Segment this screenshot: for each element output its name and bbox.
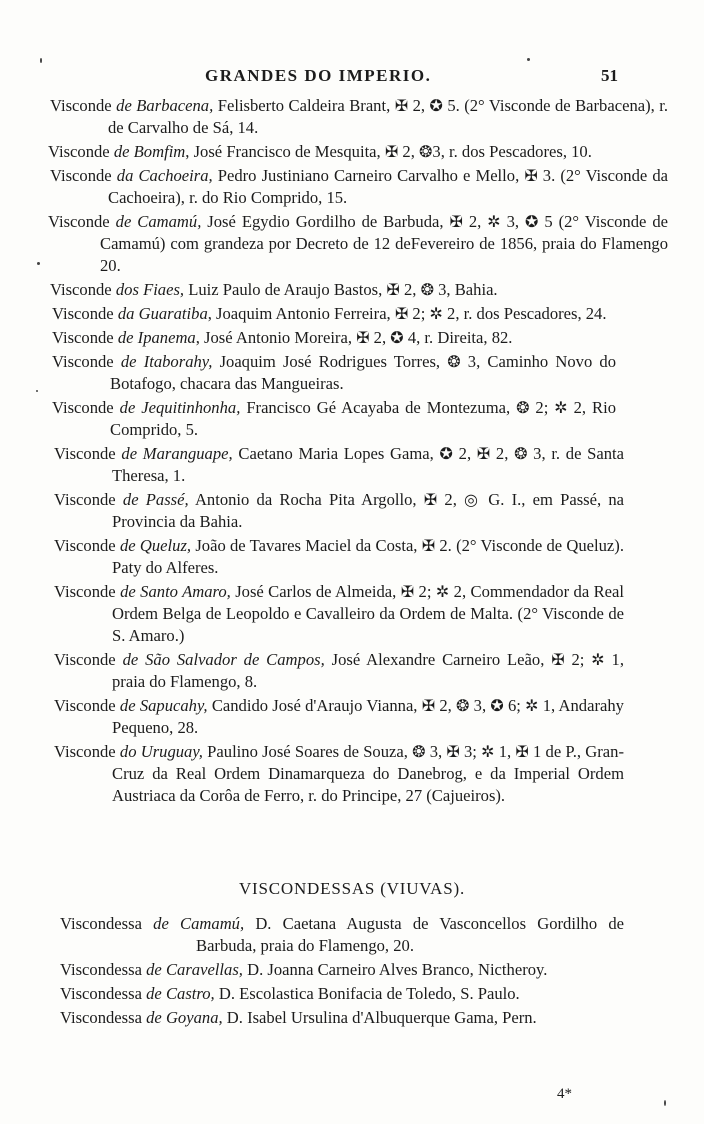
entry-place — [120, 742, 203, 761]
entry-place — [123, 650, 325, 669]
entry-text: Antonio da Rocha Pita Argollo, — [194, 490, 424, 509]
cross-icon: ✠ — [515, 742, 529, 761]
viscount-entry — [0, 649, 624, 693]
entry-text: 2, — [435, 696, 457, 715]
medal-icon: ✪ — [439, 444, 453, 463]
entry-text: 2; — [529, 398, 555, 417]
viscount-entry — [0, 397, 616, 441]
entry-place — [120, 536, 191, 555]
entry-text: 1 de P., Gran-Cruz da Real Ordem Dinamarqueza do Danebrog, e da Imperial Ordem Austriaca da Corôa de Ferro, r. do Principe, 27 (Cajueiros). — [112, 742, 624, 805]
cross-icon: ✠ — [394, 304, 409, 323]
entry-text: 1, praia do Flamengo, 8. — [112, 650, 624, 691]
entry-text: 3, — [425, 742, 447, 761]
entry-title: Visconde — [50, 166, 112, 185]
entry-text: 2, — [437, 490, 465, 509]
entry-text: 2, — [369, 328, 391, 347]
entry-particle: do — [119, 742, 137, 761]
entry-particle: de — [122, 650, 139, 669]
entry-place — [116, 212, 202, 231]
entry-text: D. Caetana Augusta de Vasconcellos Gordilho de Barbuda, praia do Flamengo, 20. — [196, 914, 625, 955]
viscount-entry — [0, 489, 624, 533]
signature-mark: 4* — [557, 1086, 572, 1102]
ink-speck — [36, 390, 38, 392]
cross-icon: ✠ — [423, 490, 438, 509]
entry-place — [146, 960, 243, 979]
entry-title: Visconde — [48, 212, 110, 231]
entry-text: 2; — [408, 304, 430, 323]
viscount-entry — [0, 95, 668, 139]
entry-place — [120, 398, 241, 417]
medal-icon: ✪ — [525, 212, 539, 231]
entry-text: 2, r. dos Pescadores, 24. — [442, 304, 607, 323]
entry-place-name: Camamú, — [180, 914, 245, 933]
entry-place-name: Santo Amaro, — [140, 582, 231, 601]
entry-place — [117, 166, 213, 185]
entry-text: , José Francisco de Mesquita, — [185, 142, 385, 161]
entry-place-name: Passé, — [145, 490, 189, 509]
ink-speck — [527, 58, 530, 61]
entry-text: Paulino José Soares de Souza, — [207, 742, 413, 761]
entry-place-name: Uruguay, — [140, 742, 203, 761]
entry-text: G. I., em Passé, na Provincia da Bahia. — [112, 490, 624, 531]
entry-text: José Carlos de Almeida, — [235, 582, 401, 601]
entry-title: Visconde — [54, 650, 116, 669]
entry-particle: de — [153, 914, 169, 933]
entry-place — [146, 1008, 223, 1027]
entry-title: Visconde — [54, 742, 116, 761]
entry-text: 3, r. de Santa Theresa, 1. — [112, 444, 625, 485]
cross-icon: ✠ — [449, 212, 463, 231]
entry-text: 4, r. Direita, 82. — [403, 328, 513, 347]
entry-title: Visconde — [54, 490, 116, 509]
ink-speck — [40, 58, 42, 63]
viscount-entry — [0, 279, 622, 301]
viscount-entry — [0, 443, 624, 487]
entry-place-name: Maranguape, — [142, 444, 233, 463]
star-icon: ✲ — [481, 742, 495, 761]
entry-place-name: São Salvador de Campos, — [145, 650, 325, 669]
entry-place-name: Jequitinhonha, — [141, 398, 241, 417]
rosette-icon: ❂ — [447, 352, 461, 371]
entry-text: Francisco Gé Acayaba de Montezuma, — [246, 398, 517, 417]
entry-title: Visconde — [54, 444, 116, 463]
entry-place-name: Fiaes, — [143, 280, 185, 299]
entry-text: Pedro Justiniano Carneiro Carvalho e Mello, — [217, 166, 525, 185]
rosette-icon: ❂ — [420, 280, 434, 299]
entry-place-name: Ipanema — [137, 328, 196, 347]
star-icon: ✲ — [429, 304, 443, 323]
entry-particle: de — [120, 352, 137, 371]
entry-text: João de Tavares Maciel da Costa, — [195, 536, 422, 555]
entry-text: 2, Rio Comprido, 5. — [110, 398, 616, 439]
viscountess-entry — [0, 959, 624, 981]
entry-place-name: Caravellas, — [165, 960, 243, 979]
entry-place-name: Camamú, — [137, 212, 202, 231]
entry-title: Visconde — [50, 280, 112, 299]
entry-place — [121, 444, 232, 463]
viscount-entry — [0, 351, 616, 395]
viscount-list — [0, 95, 704, 807]
entry-title: Viscondessa — [60, 1008, 142, 1027]
entry-particle: de — [117, 328, 134, 347]
rosette-icon: ❂ — [514, 444, 528, 463]
section-heading: VISCONDESSAS (VIUVAS). — [238, 879, 466, 898]
viscount-entry — [0, 141, 668, 163]
entry-place — [120, 582, 231, 601]
entry-text: José Alexandre Carneiro Leão, — [331, 650, 552, 669]
cross-icon: ✠ — [356, 328, 370, 347]
entry-text: 2. (2° Visconde de Queluz). Paty do Alferes. — [112, 536, 624, 577]
star-icon: ✲ — [591, 650, 605, 669]
entry-particle: da — [116, 166, 134, 185]
entry-particle: de — [146, 960, 162, 979]
entry-particle: de — [146, 1008, 162, 1027]
entry-text: 3, — [469, 696, 491, 715]
cross-icon: ✠ — [384, 142, 399, 161]
entry-text: 3, Caminho Novo do Botafogo, chacara das Mangueiras. — [110, 352, 617, 393]
ring-icon: ◎ — [464, 490, 482, 509]
entry-particle: de — [113, 142, 130, 161]
entry-title: Visconde — [54, 536, 116, 555]
entry-text: Joaquim José Rodrigues Torres, — [219, 352, 448, 371]
entry-particle: de — [121, 444, 138, 463]
star-icon: ✲ — [487, 212, 501, 231]
entry-text: 3, r. dos Pescadores, 10. — [432, 142, 592, 161]
entry-place — [118, 304, 208, 323]
cross-icon: ✠ — [394, 96, 409, 115]
entry-text: 2, — [398, 142, 419, 161]
medal-icon: ✪ — [390, 328, 404, 347]
running-head: GRANDES DO IMPERIO. — [205, 66, 432, 85]
rosette-icon: ❂ — [516, 398, 530, 417]
medal-icon: ✪ — [429, 96, 443, 115]
cross-icon: ✠ — [386, 280, 400, 299]
star-icon: ✲ — [525, 696, 539, 715]
rosette-icon: ❂ — [419, 142, 433, 161]
viscount-entry — [0, 741, 624, 807]
entry-text: , José Antonio Moreira, — [195, 328, 357, 347]
entry-title: Viscondessa — [60, 984, 142, 1003]
entry-title: Viscondessa — [60, 914, 142, 933]
entry-text: Caetano Maria Lopes Gama, — [238, 444, 440, 463]
viscount-entry — [0, 165, 668, 209]
entry-title: Viscondessa — [60, 960, 142, 979]
entry-particle: de — [116, 96, 132, 115]
entry-text: 5 (2° Visconde de Camamú) com grandeza por Decreto de 12 deFevereiro de 1856, praia do Flamengo 20. — [100, 212, 668, 275]
entry-text: José Egydio Gordilho de Barbuda, — [207, 212, 450, 231]
entry-text: 2, — [452, 444, 477, 463]
entry-title: Visconde — [48, 142, 110, 161]
star-icon: ✲ — [435, 582, 450, 601]
entry-text: 1, Andarahy Pequeno, 28. — [112, 696, 624, 737]
viscountess-list — [0, 913, 704, 1029]
entry-place — [120, 696, 208, 715]
entry-text: D. Escolastica Bonifacia de Toledo, S. Paulo. — [218, 984, 520, 1003]
viscount-entry — [0, 535, 624, 579]
entry-title: Visconde — [54, 696, 116, 715]
entry-particle: de — [119, 398, 136, 417]
entry-place-name: Guaratiba — [138, 304, 208, 323]
rosette-icon: ❂ — [412, 742, 426, 761]
medal-icon: ✪ — [490, 696, 504, 715]
entry-text: 6; — [503, 696, 526, 715]
entry-text: 2; — [414, 582, 436, 601]
entry-text: D. Joanna Carneiro Alves Branco, Nictheroy. — [247, 960, 548, 979]
entry-place-name: Sapucahy, — [139, 696, 208, 715]
entry-text: 3; — [459, 742, 482, 761]
entry-text: Candido José d'Araujo Vianna, — [211, 696, 422, 715]
entry-place — [123, 490, 189, 509]
entry-particle: de — [120, 582, 136, 601]
entry-place-name: Cachoeira, — [138, 166, 213, 185]
entry-place-name: Goyana, — [165, 1008, 223, 1027]
viscount-entry — [0, 303, 616, 325]
entry-text: 2, — [490, 444, 515, 463]
entry-particle: de — [122, 490, 139, 509]
cross-icon: ✠ — [476, 444, 491, 463]
entry-place — [153, 914, 244, 933]
viscount-entry — [0, 695, 624, 739]
cross-icon: ✠ — [524, 166, 538, 185]
entry-particle: da — [117, 304, 135, 323]
entry-text: Felisberto Caldeira Brant, — [217, 96, 395, 115]
entry-title: Visconde — [52, 328, 114, 347]
entry-place-name: Itaborahy, — [143, 352, 213, 371]
entry-title: Visconde — [54, 582, 116, 601]
viscount-entry — [0, 581, 624, 647]
entry-title: Visconde — [52, 352, 114, 371]
entry-particle: de — [115, 212, 132, 231]
entry-text: 3. (2° Visconde da Cachoeira), r. do Rio Comprido, 15. — [108, 166, 668, 207]
entry-text: 2; — [564, 650, 592, 669]
entry-text: 3, Bahia. — [433, 280, 498, 299]
entry-text: 2, — [462, 212, 488, 231]
cross-icon: ✠ — [551, 650, 565, 669]
cross-icon: ✠ — [446, 742, 460, 761]
entry-place-name: Barbacena, — [136, 96, 214, 115]
entry-place — [146, 984, 215, 1003]
viscountess-entry — [0, 913, 624, 957]
viscount-entry — [0, 327, 616, 349]
entry-particle: dos — [115, 280, 139, 299]
ink-speck — [37, 262, 40, 265]
entry-particle: de — [119, 696, 136, 715]
entry-title: Visconde — [52, 398, 114, 417]
viscount-entry — [0, 211, 668, 277]
entry-text: , Joaquim Antonio Ferreira, — [207, 304, 395, 323]
entry-text: 2, Commendador da Real Ordem Belga de Leopoldo e Cavalleiro da Ordem de Malta. (2° Visconde de S. Amaro.) — [112, 582, 625, 645]
entry-text: 1, — [494, 742, 516, 761]
entry-title: Visconde — [52, 304, 114, 323]
entry-place — [116, 280, 184, 299]
entry-text: 2, — [408, 96, 430, 115]
entry-text: Luiz Paulo de Araujo Bastos, — [188, 280, 387, 299]
rosette-icon: ❂ — [456, 696, 470, 715]
cross-icon: ✠ — [421, 536, 436, 555]
ink-speck — [664, 1100, 666, 1106]
entry-title: Visconde — [50, 96, 112, 115]
entry-place-name: Bomfim — [133, 142, 186, 161]
entry-text: 5. (2° Visconde de Barbacena), r. de Carvalho de Sá, 14. — [108, 96, 669, 137]
page-number: 51 — [601, 66, 618, 85]
cross-icon: ✠ — [400, 582, 415, 601]
entry-place-name: Castro, — [165, 984, 215, 1003]
star-icon: ✲ — [554, 398, 568, 417]
entry-text: 3, — [500, 212, 525, 231]
entry-place — [121, 352, 213, 371]
entry-text: D. Isabel Ursulina d'Albuquerque Gama, Pern. — [226, 1008, 537, 1027]
entry-place-name: Queluz, — [139, 536, 192, 555]
viscountess-entry — [0, 1007, 624, 1029]
page-header — [0, 66, 704, 90]
viscountess-entry — [0, 983, 624, 1005]
entry-particle: de — [119, 536, 136, 555]
entry-text: 2, — [399, 280, 421, 299]
entry-particle: de — [146, 984, 162, 1003]
entry-place — [116, 96, 213, 115]
cross-icon: ✠ — [421, 696, 436, 715]
entry-place — [118, 328, 196, 347]
entry-place — [114, 142, 185, 161]
